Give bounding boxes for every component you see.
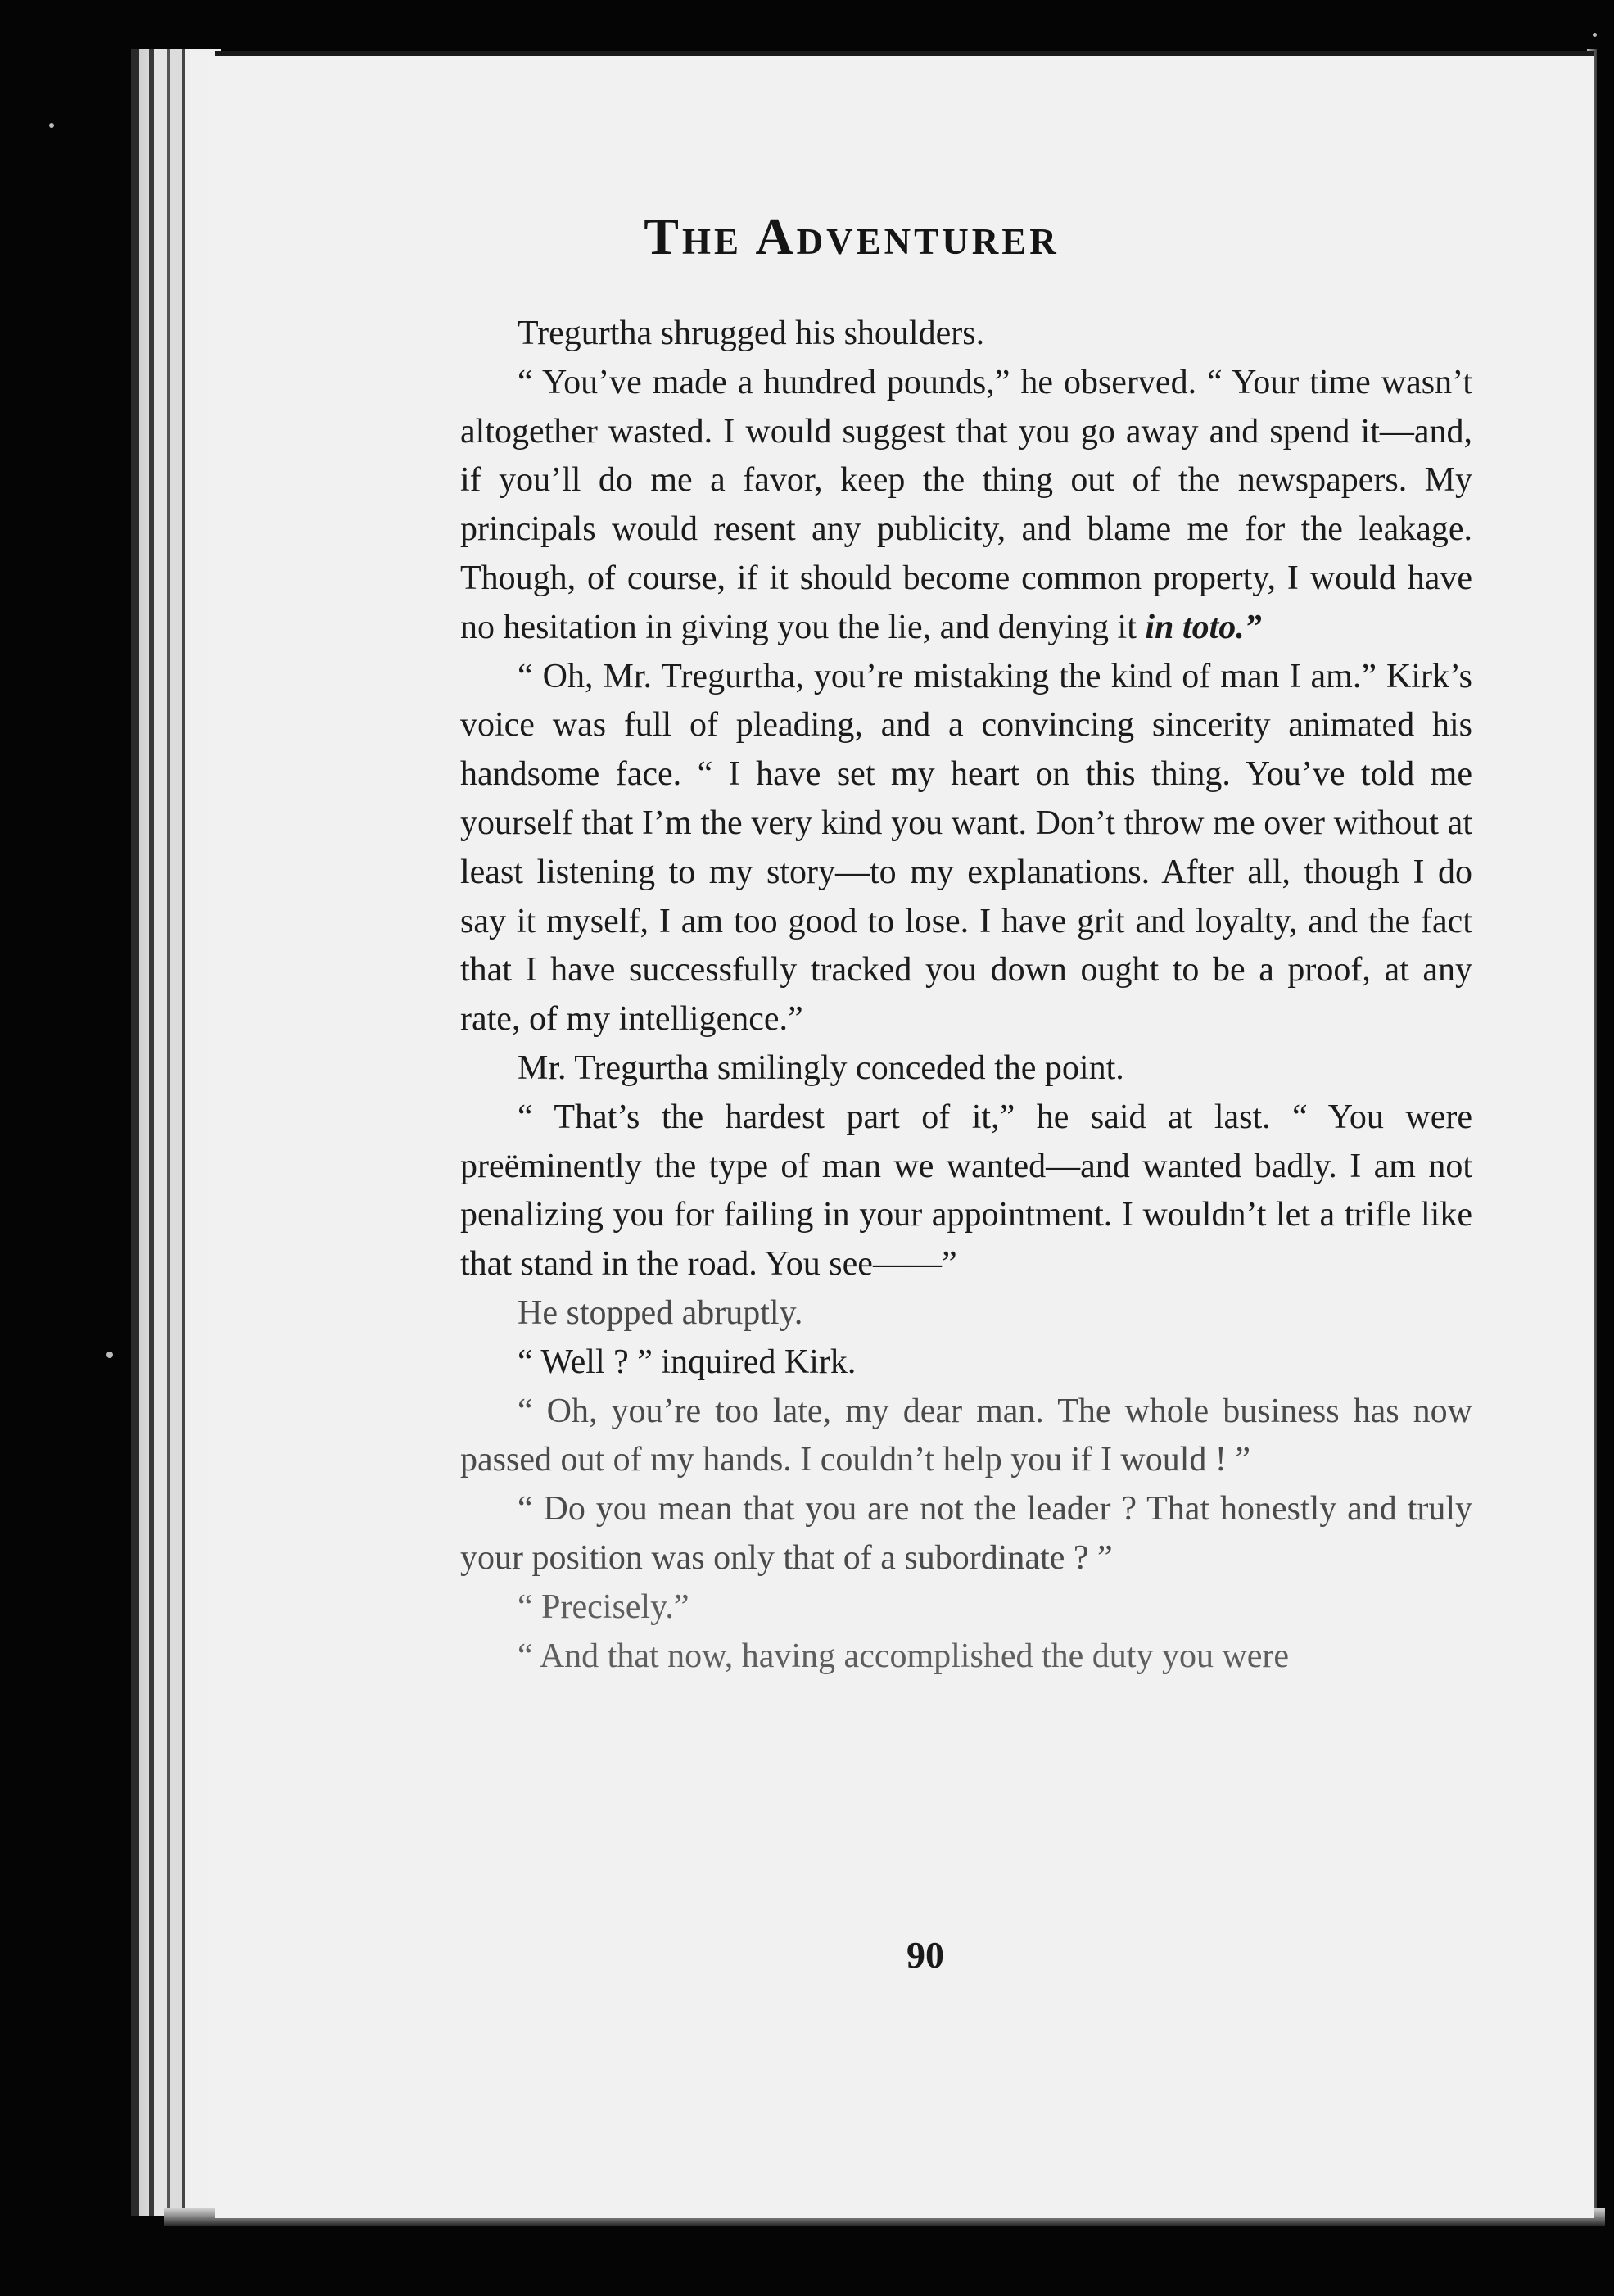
paragraph-text: Mr. Tregurtha smilingly conceded the point. [518,1048,1124,1087]
paragraph-text: He stopped abruptly. [518,1293,803,1332]
paragraph-text: “ And that now, having accomplished the duty you were [518,1637,1290,1675]
page-number: 90 [906,1934,944,1976]
paragraph [460,1044,1472,1094]
paragraph-text: “ Do you mean that you are not the leader ? That honestly and truly your position was only that of a subordinate ? ” [460,1490,1472,1577]
running-head: The Adventurer [644,207,1060,265]
italic-phrase: in toto.” [1145,608,1262,646]
paragraph-text: “ Oh, you’re too late, my dear man. The whole business has now passed out of my hands. I couldn’t help you if I would ! ” [460,1392,1472,1479]
scan-speck [49,123,54,128]
paragraph-text: “ You’ve made a hundred pounds,” he observed. “ Your time wasn’t altogether wasted. I would suggest that you go away and spend it—and, if you’ll do me a favor, keep the thing out of the newspapers. My principals would resent any publicity, and blame me for the leakage. Though, of course, if it should become common property, I would have no hesitation in giving you the lie, and denying it [460,363,1472,646]
paragraph-text: “ Precisely.” [518,1587,689,1626]
scan-speck [106,1352,113,1358]
paragraph [460,1338,1472,1388]
body-text [460,310,1472,1681]
paragraph [460,1289,1472,1338]
paragraph-text: “ Oh, Mr. Tregurtha, you’re mistaking the kind of man I am.” Kirk’s voice was full of pleading, and a convincing sincerity animated his handsome face. “ I have set my heart on this thing. You’ve told me yourself that I’m the very kind you want. Don’t throw me over without at least listening to my story—to my explanations. After all, though I do say it myself, I am too good to lose. I have grit and loyalty, and the fact that I have successfully tracked you down ought to be a proof, at any rate, of my intelligence.” [460,657,1472,1039]
paragraph [460,653,1472,1044]
paragraph [460,359,1472,653]
paragraph [460,1485,1472,1583]
book-spine-edge [131,49,221,2216]
paragraph [460,1388,1472,1486]
paragraph [460,1094,1472,1289]
paragraph-text: “ That’s the hardest part of it,” he said at last. “ You were preëminently the type of man we wanted—and wanted badly. I am not penalizing you for failing in your appointment. I wouldn’t let a trifle like that stand in the road. You see——” [460,1098,1472,1284]
paragraph [460,1583,1472,1633]
scan-speck [1593,33,1597,37]
paragraph [460,310,1472,359]
paragraph-text: “ Well ? ” inquired Kirk. [518,1343,857,1381]
paragraph-text: Tregurtha shrugged his shoulders. [518,315,985,352]
paragraph [460,1633,1472,1682]
